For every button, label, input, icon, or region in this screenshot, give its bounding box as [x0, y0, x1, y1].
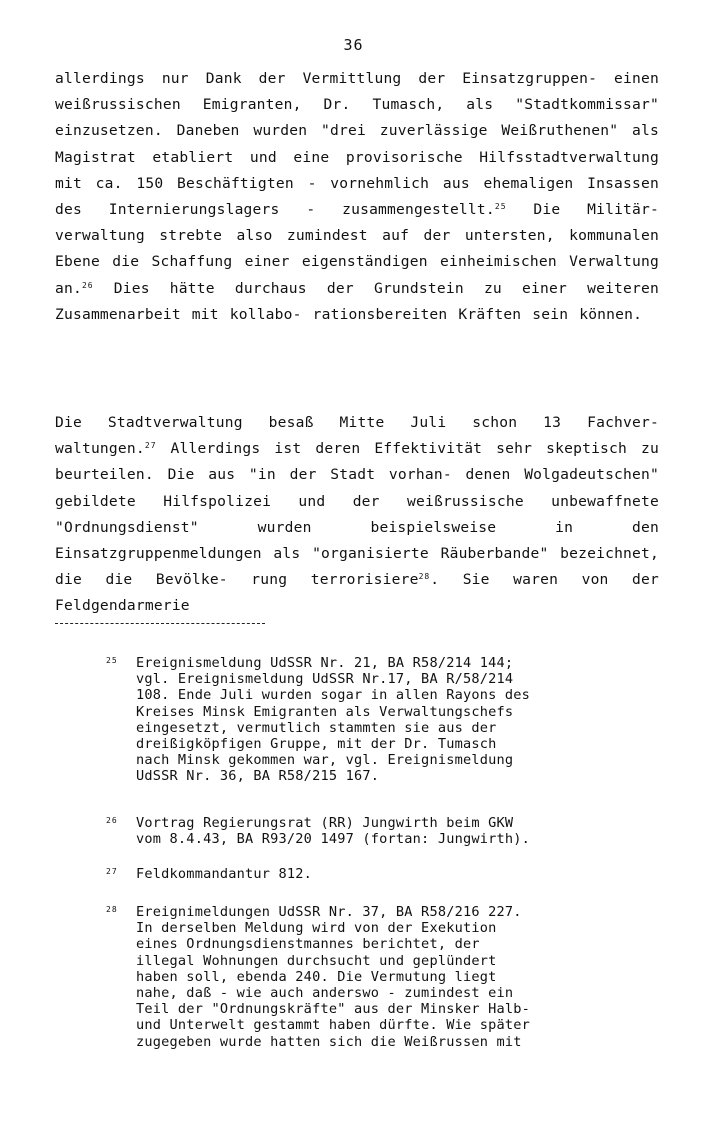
paragraph-1-text-part-1: allerdings nur Dank der Vermittlung der Einsatzgruppen- einen weißrussischen Emigranten, Dr. Tumasch, als "Stadtkommissar" einzusetzen. Daneben wurden "drei zuverlässige Weißruthenen" als Magistrat etabliert und eine provisorische Hilfsstadtverwaltung mit ca. 150 Beschäftigten - vornehmlich aus ehemaligen Insassen des Internierungslagers - zusammengestellt.: [55, 70, 659, 219]
page-number: 36: [343, 36, 364, 54]
paragraph-1-text-part-2: Die Militär- verwaltung strebte also zumindest auf der untersten, kommunalen Ebene die Schaffung einer eigenständigen einheimischen Verwaltung an.: [55, 201, 660, 297]
body-paragraph-2: [55, 410, 659, 620]
body-paragraph-1: [55, 66, 659, 328]
paragraph-2-text-part-1: Die Stadtverwaltung besaß Mitte Juli schon 13 Fachver- waltungen.: [55, 414, 659, 458]
footnote-marker: 28: [106, 905, 118, 914]
footnote-text: Ereignimeldungen UdSSR Nr. 37, BA R58/216 227. In derselben Meldung wird von der Exekution eines Ordnungsdienstmannes berichtet, der illegal Wohnungen durchsucht und geplündert haben soll, ebenda 240. Die Vermutung liegt nahe, daß - wie auch anderswo - zumindest ein Teil der "Ordnungskräfte" aus der Minsker Halb- und Unterwelt gestammt haben dürfte. Wie später zugegeben wurde hatten sich die Weißrussen mit: [136, 904, 531, 1050]
footnote-ref-27[interactable]: 27: [144, 441, 157, 451]
paragraph-1-text-part-3: Dies hätte durchaus der Grundstein zu einer weiteren Zusammenarbeit mit kollabo- rationsbereiten Kräften sein können.: [55, 279, 659, 323]
footnote-text: Feldkommandantur 812.: [136, 866, 313, 882]
footnote-27: [106, 866, 656, 882]
footnote-separator: [55, 623, 265, 624]
footnote-ref-25[interactable]: 25: [494, 202, 507, 212]
footnote-marker: 26: [106, 816, 118, 825]
footnote-marker: 27: [106, 867, 118, 876]
footnote-26: [106, 815, 656, 847]
footnote-ref-26[interactable]: 26: [81, 280, 94, 290]
footnote-ref-28[interactable]: 28: [418, 572, 431, 582]
paragraph-2-text-part-3: . Sie waren von der Feldgendarmerie: [55, 571, 659, 615]
footnote-marker: 25: [106, 656, 118, 665]
footnote-text: Ereignismeldung UdSSR Nr. 21, BA R58/214 144; vgl. Ereignismeldung UdSSR Nr.17, BA R/58/214 108. Ende Juli wurden sogar in allen Rayons des Kreises Minsk Emigranten als Verwaltungschefs eingesetzt, vermutlich stammten sie aus der dreißigköpfigen Gruppe, mit der Dr. Tumasch nach Minsk gekommen war, vgl. Ereignismeldung UdSSR Nr. 36, BA R58/215 167.: [136, 655, 531, 785]
footnote-25: [106, 655, 656, 785]
footnote-28: [106, 904, 656, 1050]
footnote-text: Vortrag Regierungsrat (RR) Jungwirth beim GKW vom 8.4.43, BA R93/20 1497 (fortan: Jungwirth).: [136, 815, 531, 848]
paragraph-2-text-part-2: Allerdings ist deren Effektivität sehr skeptisch zu beurteilen. Die aus "in der Stadt vorhan- denen Wolgadeutschen" gebildete Hilfspolizei und der weißrussische unbewaffnete "Ordnungsdienst" wurden beispielsweise in den Einsatzgruppenmeldungen als "organisierte Räuberbande" bezeichnet, die die Bevölke- rung terrorisiere: [55, 440, 659, 589]
